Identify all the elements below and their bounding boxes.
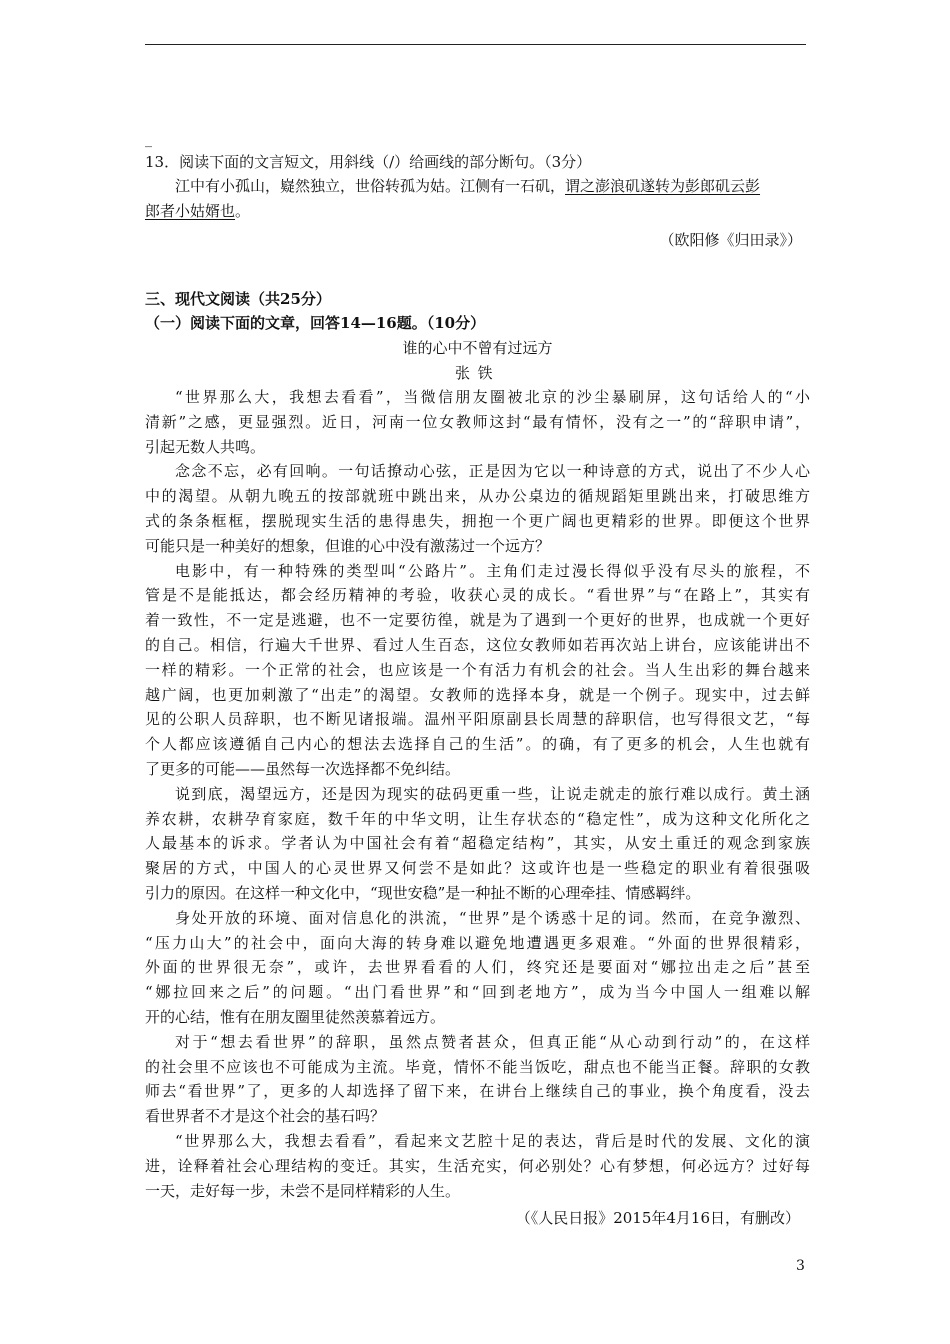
article-author: 张铁 xyxy=(454,364,500,382)
article-paragraph xyxy=(145,1030,810,1129)
article-paragraph xyxy=(145,559,810,782)
article-line: 个人都应该遵循自己内心的想法去选择自己的生活”。的确，有了更多的机会，人生也就有 xyxy=(145,735,810,754)
article-line: 人最基本的诉求。学者认为中国社会有着“超稳定结构”，其实，从安土重迁的观念到家族 xyxy=(145,834,810,853)
article-line: 一样的精彩。一个正常的社会，也应该是一个有活力有机会的社会。当人生出彩的舞台越来 xyxy=(145,660,810,679)
article-line: 清新”之感，更显强烈。近日，河南一位女教师这封“最有情怀，没有之一”的“辞职申请”， xyxy=(145,412,810,431)
article-paragraph xyxy=(145,385,810,459)
article-line: 管是不是能抵达，都会经历精神的考验，收获心灵的成长。“看世界”与“在路上”，其实有 xyxy=(145,586,810,605)
article-line: 了更多的可能——虽然每一次选择都不免纠结。 xyxy=(145,759,461,778)
article-line: 看世界者不才是这个社会的基石吗？ xyxy=(145,1107,386,1126)
article-line: 引力的原因。在这样一种文化中，“现世安稳”是一种扯不断的心理牵挂、情感羁绊。 xyxy=(145,883,701,902)
section-3-title: 三、现代文阅读（共25分） xyxy=(145,290,331,308)
article-line: 身处开放的环境、面对信息化的洪流，“世界”是个诱惑十足的词。然而，在竞争激烈、 xyxy=(175,908,810,927)
page-number: 3 xyxy=(796,1258,805,1274)
article-line: 聚居的方式，中国人的心灵世界又何尝不是如此？这或许也是一些稳定的职业有着很强吸 xyxy=(145,859,810,878)
article-line: 越广阔，也更加刺激了“出走”的渴望。女教师的选择本身，就是一个例子。现实中，过去鲜 xyxy=(145,685,810,704)
question-13-source: （欧阳修《归田录》） xyxy=(659,231,802,249)
article-line: “压力山大”的社会中，面向大海的转身难以避免地遭遇更多艰难。“外面的世界很精彩， xyxy=(145,933,810,952)
stub-mark: _ xyxy=(145,132,152,148)
article-title: 谁的心中不曾有过远方 xyxy=(402,339,553,357)
article-line: 的自己。相信，行遍大千世界、看过人生百态，这位女教师如若再次站上讲台，应该能讲出不 xyxy=(145,635,810,654)
article-line: 电影中，有一种特殊的类型叫“公路片”。主角们走过漫长得似乎没有尽头的旅程，不 xyxy=(175,561,810,580)
article-line: 中的渴望。从朝九晚五的按部就班中跳出来，从办公桌边的循规蹈矩里跳出来，打破思维方 xyxy=(145,487,810,506)
article-body xyxy=(145,385,810,1203)
question-13-text-line-2 xyxy=(145,199,810,224)
article-line: 师去“看世界”了，更多的人却选择了留下来，在讲台上继续自己的事业，换个角度看，没去 xyxy=(145,1082,810,1101)
article-line: 外面的世界很无奈”，或许，去世界看看的人们，终究还是要面对“娜拉出走之后”甚至 xyxy=(145,958,810,977)
question-13-stem: 13．阅读下面的文言短文，用斜线（/）给画线的部分断句。（3分） xyxy=(145,153,592,171)
question-13-plain-text: 江中有小孤山，嶷然独立，世俗转孤为姑。江侧有一石矶， xyxy=(175,177,566,195)
page-content xyxy=(145,150,810,1233)
article-paragraph xyxy=(145,906,810,1030)
question-13-underlined-text-end: 郎者小姑婿也 xyxy=(145,202,236,220)
article-line: 一天，走好每一步，未尝不是同样精彩的人生。 xyxy=(145,1181,461,1200)
article-line: 可能只是一种美好的想象，但谁的心中没有激荡过一个远方？ xyxy=(145,536,551,555)
question-13-text-line-1 xyxy=(145,174,810,199)
article-paragraph xyxy=(145,459,810,558)
question-13-text-end: 。 xyxy=(235,202,251,220)
article-line: 说到底，渴望远方，还是因为现实的砝码更重一些，让说走就走的旅行难以成行。黄土涵 xyxy=(175,784,810,803)
article-line: “娜拉回来之后”的问题。“出门看世界”和“回到老地方”，成为当今中国人一组难以解 xyxy=(145,983,810,1002)
article-line: 的社会里不应该也不可能成为主流。毕竟，情怀不能当饭吃，甜点也不能当正餐。辞职的女教 xyxy=(145,1057,810,1076)
article-line: 开的心结，惟有在朋友圈里徒然羡慕着远方。 xyxy=(145,1007,446,1026)
article-line: 对于“想去看世界”的辞职，虽然点赞者甚众，但真正能“从心动到行动”的，在这样 xyxy=(175,1032,810,1051)
article-line: 念念不忘，必有回响。一句话撩动心弦，正是因为它以一种诗意的方式，说出了不少人心 xyxy=(175,462,810,481)
section-3-subtitle: （一）阅读下面的文章，回答14—16题。（10分） xyxy=(145,314,486,332)
article-line: 见的公职人员辞职，也不断见诸报端。温州平阳原副县长周慧的辞职信，也写得很文艺，“每 xyxy=(145,710,810,729)
article-line: 式的条条框框，摆脱现实生活的患得患失，拥抱一个更广阔也更精彩的世界。即便这个世界 xyxy=(145,511,810,530)
article-paragraph xyxy=(145,1129,810,1203)
article-line: “世界那么大，我想去看看”，当微信朋友圈被北京的沙尘暴刷屏，这句话给人的“小 xyxy=(175,388,810,406)
article-paragraph xyxy=(145,782,810,906)
article-line: 养农耕，农耕孕育家庭，数千年的中华文明，让生存状态的“稳定性”，成为这种文化所化之 xyxy=(145,809,810,828)
article-line: 着一致性，不一定是逃避，也不一定要彷徨，就是为了遇到一个更好的世界，也成就一个更好 xyxy=(145,611,810,630)
article-line: 引起无数人共鸣。 xyxy=(145,437,266,456)
header-rule xyxy=(145,44,806,45)
question-13-underlined-text: 谓之澎浪矶遂转为彭郎矶云彭 xyxy=(565,177,761,195)
article-credit: （《人民日报》2015年4月16日，有删改） xyxy=(515,1209,800,1228)
article-line: 进，诠释着社会心理结构的变迁。其实，生活充实，何必别处？心有梦想，何必远方？过好每 xyxy=(145,1156,810,1175)
article-line: “世界那么大，我想去看看”，看起来文艺腔十足的表达，背后是时代的发展、文化的演 xyxy=(175,1131,810,1150)
